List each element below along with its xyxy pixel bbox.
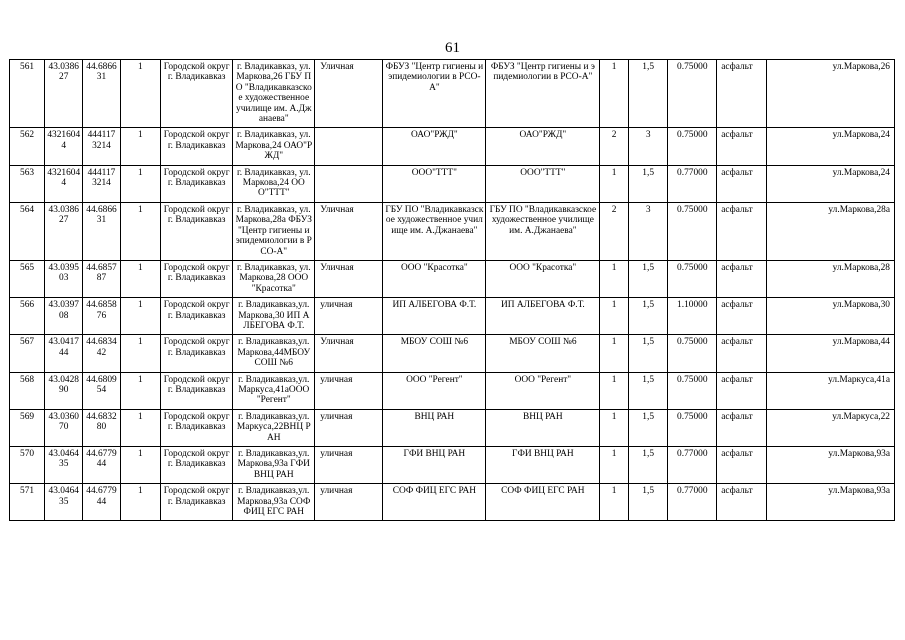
area-cell: 0.75000 [668, 409, 717, 446]
user-cell: ОАО"РЖД" [486, 128, 600, 165]
latitude-cell: 43.036070 [45, 409, 83, 446]
volume-cell: 1,5 [628, 298, 667, 335]
address-cell: ул.Маркова,44 [767, 335, 895, 372]
row-number-cell: 568 [10, 372, 45, 409]
row-number-cell: 570 [10, 447, 45, 484]
count-cell: 1 [120, 484, 160, 521]
volume-cell: 1,5 [628, 260, 667, 297]
type-cell: уличная [315, 447, 383, 484]
user-cell: ФБУЗ "Центр гигиены и эпидемиологии в РСО-А" [486, 60, 600, 128]
volume-cell: 1,5 [628, 447, 667, 484]
user-cell: ООО"ТТТ" [486, 165, 600, 202]
user-cell: ВНЦ РАН [486, 409, 600, 446]
table-row [10, 260, 895, 297]
cover-cell: асфальт [717, 298, 767, 335]
row-number-cell: 567 [10, 335, 45, 372]
containers-cell: 1 [600, 409, 629, 446]
table-row [10, 60, 895, 128]
area-cell: 0.75000 [668, 260, 717, 297]
longitude-cell: 4441173214 [83, 128, 120, 165]
owner-cell: ООО "Красотка" [383, 260, 486, 297]
location-cell: г. Владикавказ,ул.Маркова,93а СОФ ФИЦ ЕГС РАН [233, 484, 315, 521]
type-cell: уличная [315, 409, 383, 446]
registry-table [9, 59, 895, 521]
longitude-cell: 44.685876 [83, 298, 120, 335]
table-row [10, 298, 895, 335]
user-cell: МБОУ СОШ №6 [486, 335, 600, 372]
count-cell: 1 [120, 409, 160, 446]
longitude-cell: 4441173214 [83, 165, 120, 202]
district-cell: Городской округ г. Владикавказ [161, 260, 233, 297]
count-cell: 1 [120, 165, 160, 202]
user-cell: ИП АЛБЕГОВА Ф.Т. [486, 298, 600, 335]
type-cell: уличная [315, 298, 383, 335]
location-cell: г. Владикавказ, ул.Маркова,28а ФБУЗ "Центр гигиены и эпидемиологии в РСО-А" [233, 202, 315, 260]
user-cell: ГФИ ВНЦ РАН [486, 447, 600, 484]
owner-cell: ОАО"РЖД" [383, 128, 486, 165]
location-cell: г. Владикавказ,ул.Маркова,93а ГФИ ВНЦ РАН [233, 447, 315, 484]
user-cell: ГБУ ПО "Владикавказское художественное училище им. А.Джанаева" [486, 202, 600, 260]
address-cell: ул.Маркуса,22 [767, 409, 895, 446]
row-number-cell: 563 [10, 165, 45, 202]
cover-cell: асфальт [717, 260, 767, 297]
cover-cell: асфальт [717, 409, 767, 446]
location-cell: г. Владикавказ, ул.Маркова,24 ООО"ТТТ" [233, 165, 315, 202]
area-cell: 0.75000 [668, 60, 717, 128]
owner-cell: ВНЦ РАН [383, 409, 486, 446]
table-row [10, 202, 895, 260]
containers-cell: 1 [600, 260, 629, 297]
containers-cell: 1 [600, 335, 629, 372]
owner-cell: ИП АЛБЕГОВА Ф.Т. [383, 298, 486, 335]
row-number-cell: 571 [10, 484, 45, 521]
volume-cell: 1,5 [628, 165, 667, 202]
district-cell: Городской округ г. Владикавказ [161, 409, 233, 446]
area-cell: 0.77000 [668, 447, 717, 484]
area-cell: 0.77000 [668, 165, 717, 202]
volume-cell: 3 [628, 202, 667, 260]
user-cell: ООО "Регент" [486, 372, 600, 409]
table-body [10, 60, 895, 521]
longitude-cell: 44.685787 [83, 260, 120, 297]
table-row [10, 128, 895, 165]
containers-cell: 1 [600, 484, 629, 521]
volume-cell: 1,5 [628, 372, 667, 409]
address-cell: ул.Маркова,30 [767, 298, 895, 335]
owner-cell: ФБУЗ "Центр гигиены и эпидемиологии в РСО-А" [383, 60, 486, 128]
type-cell [315, 165, 383, 202]
location-cell: г. Владикавказ, ул.Маркова,24 ОАО"РЖД" [233, 128, 315, 165]
address-cell: ул.Маркуса,41а [767, 372, 895, 409]
latitude-cell: 43.038627 [45, 60, 83, 128]
type-cell: уличная [315, 372, 383, 409]
row-number-cell: 566 [10, 298, 45, 335]
area-cell: 0.75000 [668, 335, 717, 372]
longitude-cell: 44.686631 [83, 60, 120, 128]
district-cell: Городской округ г. Владикавказ [161, 447, 233, 484]
owner-cell: ГБУ ПО "Владикавказское художественное училище им. А.Джанаева" [383, 202, 486, 260]
cover-cell: асфальт [717, 372, 767, 409]
containers-cell: 1 [600, 165, 629, 202]
latitude-cell: 43.039503 [45, 260, 83, 297]
area-cell: 1.10000 [668, 298, 717, 335]
table-row [10, 484, 895, 521]
address-cell: ул.Маркова,24 [767, 165, 895, 202]
volume-cell: 1,5 [628, 409, 667, 446]
table-row [10, 447, 895, 484]
longitude-cell: 44.683280 [83, 409, 120, 446]
location-cell: г. Владикавказ,ул.Маркова,44МБОУ СОШ №6 [233, 335, 315, 372]
area-cell: 0.75000 [668, 372, 717, 409]
volume-cell: 1,5 [628, 335, 667, 372]
longitude-cell: 44.686631 [83, 202, 120, 260]
table-row [10, 372, 895, 409]
containers-cell: 2 [600, 202, 629, 260]
district-cell: Городской округ г. Владикавказ [161, 60, 233, 128]
address-cell: ул.Маркова,26 [767, 60, 895, 128]
location-cell: г. Владикавказ, ул.Маркова,26 ГБУ ПО "Владикавказское художественное училище им. А.Джанаева" [233, 60, 315, 128]
count-cell: 1 [120, 447, 160, 484]
page-number: 61 [445, 40, 460, 56]
user-cell: ООО "Красотка" [486, 260, 600, 297]
longitude-cell: 44.677944 [83, 447, 120, 484]
district-cell: Городской округ г. Владикавказ [161, 202, 233, 260]
area-cell: 0.77000 [668, 484, 717, 521]
row-number-cell: 564 [10, 202, 45, 260]
containers-cell: 1 [600, 60, 629, 128]
address-cell: ул.Маркова,28 [767, 260, 895, 297]
address-cell: ул.Маркова,93а [767, 447, 895, 484]
type-cell: Уличная [315, 60, 383, 128]
district-cell: Городской округ г. Владикавказ [161, 335, 233, 372]
containers-cell: 1 [600, 298, 629, 335]
type-cell [315, 128, 383, 165]
district-cell: Городской округ г. Владикавказ [161, 165, 233, 202]
count-cell: 1 [120, 335, 160, 372]
address-cell: ул.Маркова,28а [767, 202, 895, 260]
cover-cell: асфальт [717, 165, 767, 202]
cover-cell: асфальт [717, 335, 767, 372]
latitude-cell: 43.038627 [45, 202, 83, 260]
owner-cell: СОФ ФИЦ ЕГС РАН [383, 484, 486, 521]
district-cell: Городской округ г. Владикавказ [161, 298, 233, 335]
location-cell: г. Владикавказ,ул.Маркуса,22ВНЦ РАН [233, 409, 315, 446]
cover-cell: асфальт [717, 202, 767, 260]
area-cell: 0.75000 [668, 128, 717, 165]
volume-cell: 1,5 [628, 484, 667, 521]
district-cell: Городской округ г. Владикавказ [161, 372, 233, 409]
latitude-cell: 43.046435 [45, 447, 83, 484]
row-number-cell: 561 [10, 60, 45, 128]
district-cell: Городской округ г. Владикавказ [161, 128, 233, 165]
latitude-cell: 43.046435 [45, 484, 83, 521]
longitude-cell: 44.683442 [83, 335, 120, 372]
owner-cell: МБОУ СОШ №6 [383, 335, 486, 372]
count-cell: 1 [120, 260, 160, 297]
type-cell: Уличная [315, 202, 383, 260]
table-row [10, 409, 895, 446]
latitude-cell: 43216044 [45, 165, 83, 202]
address-cell: ул.Маркова,93а [767, 484, 895, 521]
type-cell: Уличная [315, 335, 383, 372]
user-cell: СОФ ФИЦ ЕГС РАН [486, 484, 600, 521]
area-cell: 0.75000 [668, 202, 717, 260]
volume-cell: 1,5 [628, 60, 667, 128]
count-cell: 1 [120, 298, 160, 335]
district-cell: Городской округ г. Владикавказ [161, 484, 233, 521]
volume-cell: 3 [628, 128, 667, 165]
count-cell: 1 [120, 128, 160, 165]
count-cell: 1 [120, 202, 160, 260]
latitude-cell: 43216044 [45, 128, 83, 165]
cover-cell: асфальт [717, 484, 767, 521]
table-row [10, 335, 895, 372]
location-cell: г. Владикавказ,ул.Маркова,30 ИП АЛБЕГОВА Ф.Т. [233, 298, 315, 335]
row-number-cell: 565 [10, 260, 45, 297]
cover-cell: асфальт [717, 447, 767, 484]
table-row [10, 165, 895, 202]
location-cell: г. Владикавказ,ул.Маркуса,41аООО "Регент" [233, 372, 315, 409]
type-cell: уличная [315, 484, 383, 521]
owner-cell: ООО"ТТТ" [383, 165, 486, 202]
row-number-cell: 562 [10, 128, 45, 165]
count-cell: 1 [120, 60, 160, 128]
containers-cell: 2 [600, 128, 629, 165]
containers-cell: 1 [600, 447, 629, 484]
cover-cell: асфальт [717, 128, 767, 165]
owner-cell: ГФИ ВНЦ РАН [383, 447, 486, 484]
latitude-cell: 43.041744 [45, 335, 83, 372]
address-cell: ул.Маркова,24 [767, 128, 895, 165]
longitude-cell: 44.677944 [83, 484, 120, 521]
location-cell: г. Владикавказ, ул.Маркова,28 ООО "Красотка" [233, 260, 315, 297]
latitude-cell: 43.042890 [45, 372, 83, 409]
row-number-cell: 569 [10, 409, 45, 446]
type-cell: Уличная [315, 260, 383, 297]
containers-cell: 1 [600, 372, 629, 409]
count-cell: 1 [120, 372, 160, 409]
latitude-cell: 43.039708 [45, 298, 83, 335]
longitude-cell: 44.680954 [83, 372, 120, 409]
owner-cell: ООО "Регент" [383, 372, 486, 409]
cover-cell: асфальт [717, 60, 767, 128]
